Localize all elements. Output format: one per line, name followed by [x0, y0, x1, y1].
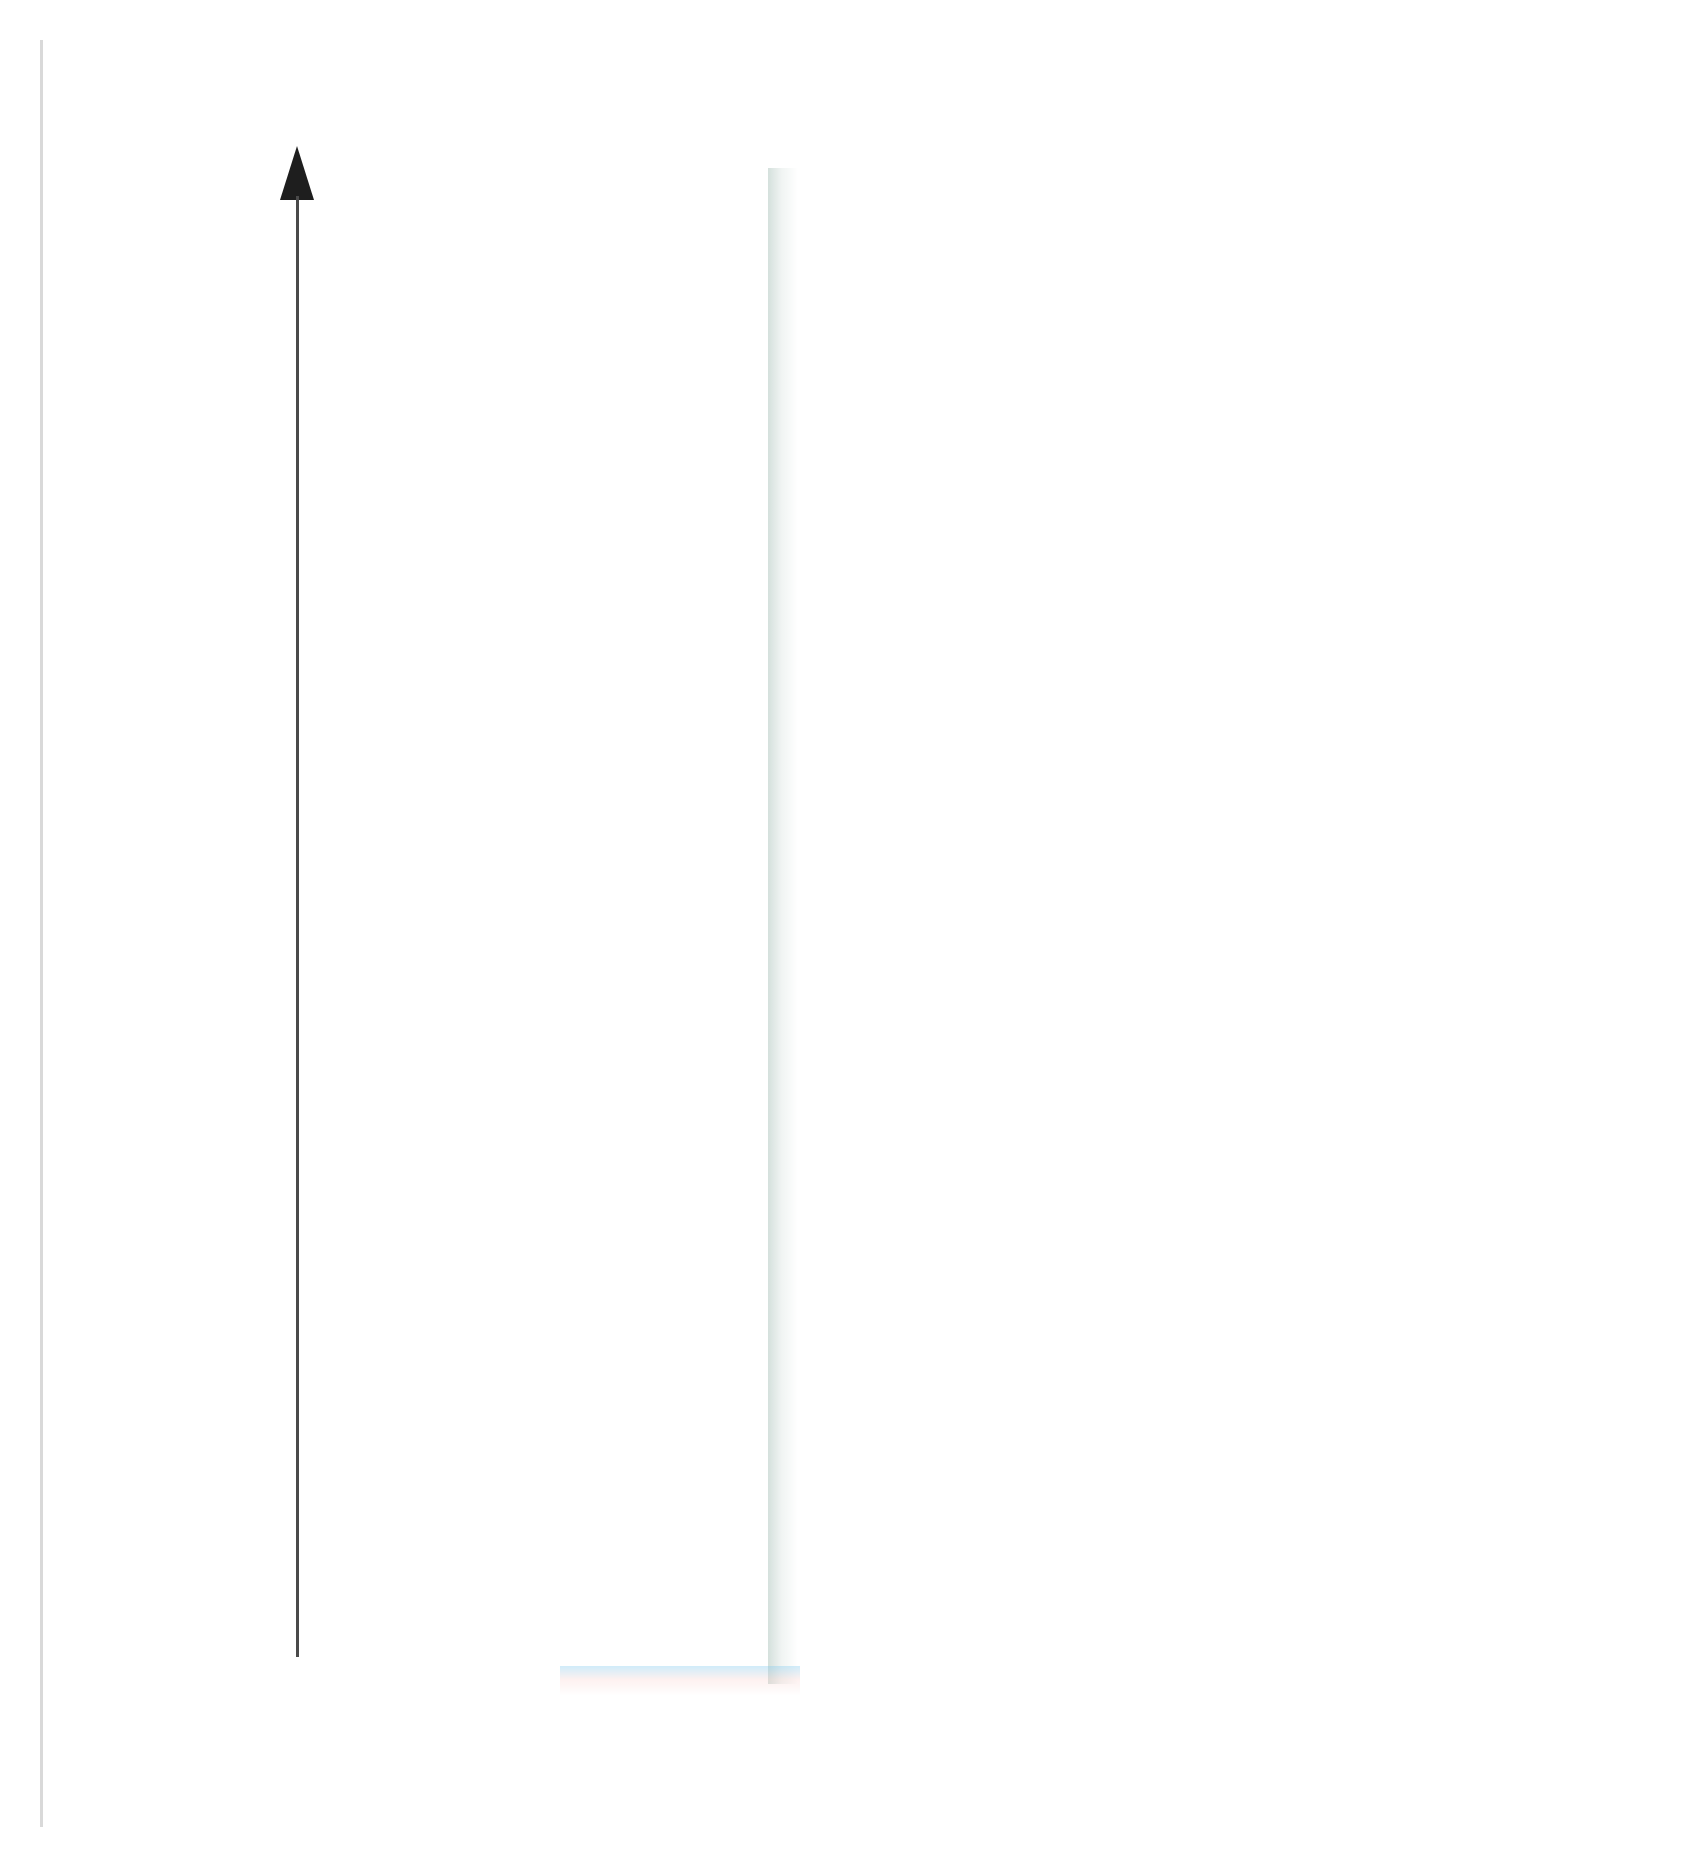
color-bar-bottom-fade — [560, 1666, 800, 1696]
page-left-border — [40, 40, 43, 1827]
axis-arrow-up-icon — [280, 146, 314, 200]
axis-line — [296, 196, 299, 1657]
color-bar-shadow — [768, 168, 798, 1684]
color-bar — [592, 151, 768, 1668]
